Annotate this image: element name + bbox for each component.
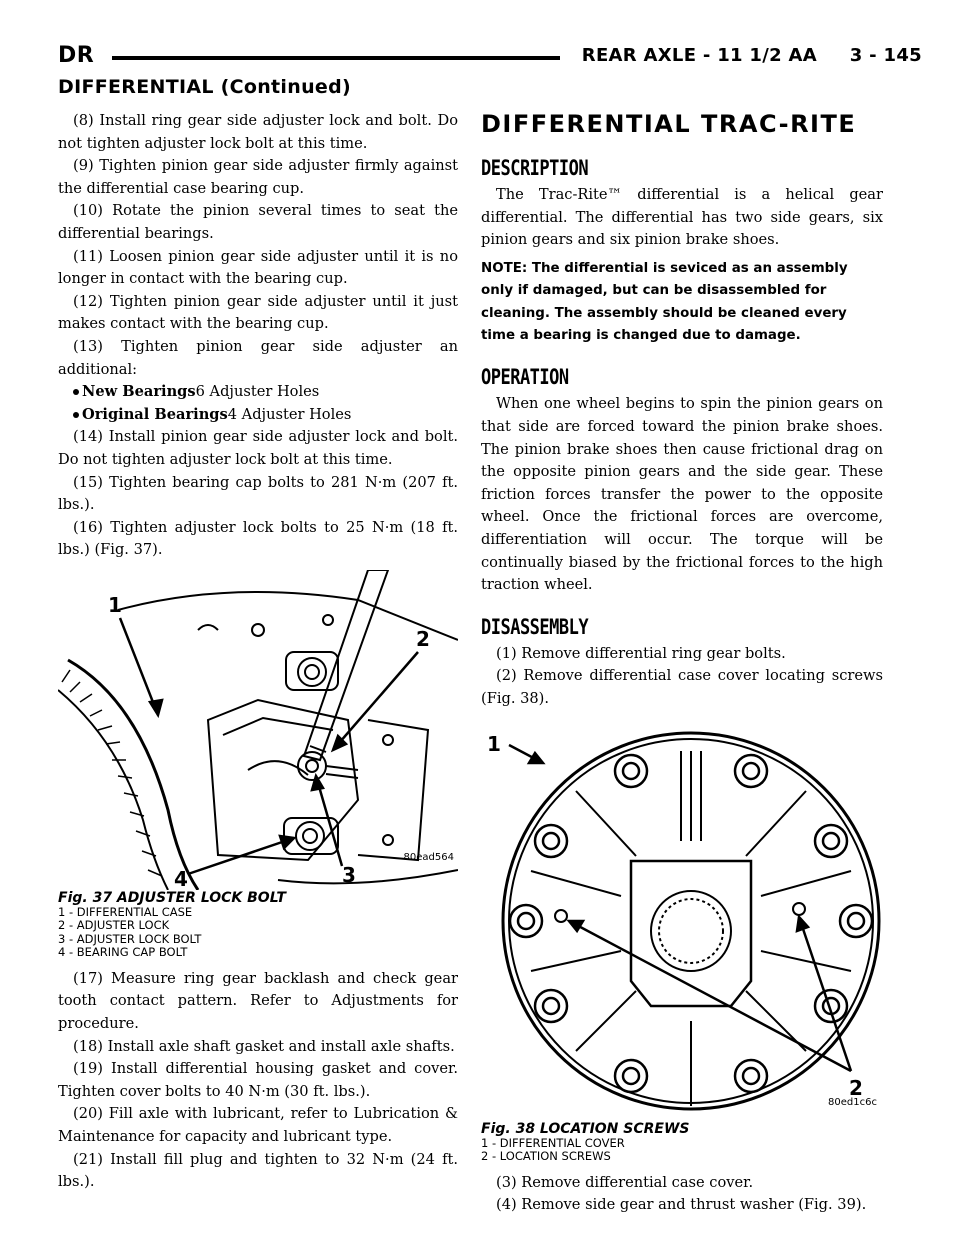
continued-heading: DIFFERENTIAL (Continued) (58, 76, 351, 98)
operation-text: When one wheel begins to spin the pinion gears on that side are forced toward the pinion brake shoes. The pinion brake shoes then cause frictional drag on the opposite pinion gears and the side gear. These friction forces transfer the power to the opposite wheel. Once the frictional forces are overcome, differentiation will occur. The torque will be continually biased by the frictional forces to the high traction wheel. (481, 395, 883, 594)
step: (4) Remove side gear and thrust washer (Fig. 39). (496, 1196, 867, 1214)
callout-1: 1 (487, 731, 501, 756)
callout-4: 4 (174, 866, 188, 890)
step: (20) Fill axle with lubricant, refer to Lubrication & Maintenance for capacity and lubricant type. (58, 1105, 458, 1146)
section-title: DIFFERENTIAL TRAC-RITE (481, 110, 857, 138)
step: (13) Tighten pinion gear side adjuster an additional: (58, 337, 458, 378)
figure-title: Fig. 38 LOCATION SCREWS (481, 1120, 690, 1137)
header-section-page: REAR AXLE - 11 1/2 AA 3 - 145 (581, 45, 922, 66)
step: (15) Tighten bearing cap bolts to 281 N·m (207 ft. lbs.). (58, 473, 458, 514)
step: (21) Install fill plug and tighten to 32 N·m (24 ft. lbs.). (58, 1150, 458, 1191)
step: (19) Install differential housing gasket and cover. Tighten cover bolts to 40 N·m (30 ft. lbs.). (58, 1060, 458, 1100)
step: (14) Install pinion gear side adjuster lock and bolt. Do not tighten adjuster lock bolt at this time. (58, 428, 458, 468)
steps-a (58, 110, 458, 381)
header-rule (112, 56, 560, 60)
description-text: The Trac-Rite™ differential is a helical gear differential. The differential has two side gears, six pinion gears and six pinion brake shoes. (481, 186, 883, 249)
description-note: NOTE: The differential is seviced as an assembly only if damaged, but can be disassembled for cleaning. The assembly should be cleaned every time a bearing is changed due to damage. (481, 260, 848, 343)
step: (9) Tighten pinion gear side adjuster firmly against the differential case bearing cup. (58, 157, 458, 197)
left-column (58, 110, 458, 1194)
callout-2: 2 (849, 1075, 863, 1100)
figure-37 (58, 570, 458, 960)
page-header (58, 43, 922, 73)
adjuster-lock-bolt-illustration (58, 570, 458, 890)
callout-2: 2 (416, 626, 430, 651)
bullet-new-bearings: New Bearings6 Adjuster Holes (58, 381, 458, 404)
bullet-original-bearings: Original Bearings4 Adjuster Holes (58, 404, 458, 427)
disassembly-heading: DISASSEMBLY (481, 614, 589, 640)
legend-item: 3 - ADJUSTER LOCK BOLT (58, 931, 202, 946)
description-heading: DESCRIPTION (481, 156, 589, 181)
step: (3) Remove differential case cover. (496, 1173, 754, 1191)
callout-3: 3 (342, 862, 356, 887)
legend-item: 4 - BEARING CAP BOLT (58, 945, 188, 960)
step: (10) Rotate the pinion several times to seat the differential bearings. (58, 202, 458, 242)
step: (18) Install axle shaft gasket and install axle shafts. (73, 1037, 455, 1055)
figure-38 (481, 721, 881, 1164)
disassembly-steps-b (481, 1172, 883, 1217)
step: (11) Loosen pinion gear side adjuster until it is no longer in contact with the bearing cup. (58, 247, 458, 288)
legend-item: 2 - LOCATION SCREWS (481, 1149, 611, 1164)
operation-heading: OPERATION (481, 365, 569, 391)
figure-code: 80ead564 (403, 851, 454, 863)
legend-item: 2 - ADJUSTER LOCK (58, 918, 170, 933)
callout-1: 1 (108, 592, 122, 617)
step: (12) Tighten pinion gear side adjuster until it just makes contact with the bearing cup. (58, 292, 458, 333)
step: (17) Measure ring gear backlash and check gear tooth contact pattern. Refer to Adjustments for procedure. (58, 969, 458, 1033)
bullet-dot-icon (73, 389, 79, 395)
legend-item: 1 - DIFFERENTIAL CASE (58, 904, 193, 919)
figure-legend (58, 906, 458, 960)
step: (16) Tighten adjuster lock bolts to 25 N·m (18 ft. lbs.) (Fig. 37). (58, 518, 458, 559)
figure-code: 80ed1c6c (828, 1096, 877, 1108)
legend-item: 1 - DIFFERENTIAL COVER (481, 1135, 625, 1150)
figure-title: Fig. 37 ADJUSTER LOCK BOLT (58, 889, 286, 906)
figure-legend (481, 1137, 881, 1164)
steps-c (58, 968, 458, 1194)
step: (2) Remove differential case cover locating screws (Fig. 38). (481, 667, 883, 707)
steps-b (58, 426, 458, 562)
bullet-dot-icon (73, 412, 79, 418)
step: (8) Install ring gear side adjuster lock and bolt. Do not tighten adjuster lock bolt at this time. (58, 112, 458, 152)
header-model: DR (58, 43, 95, 68)
step: (1) Remove differential ring gear bolts. (496, 644, 786, 662)
location-screws-illustration (481, 721, 883, 1121)
right-column (481, 110, 883, 1217)
